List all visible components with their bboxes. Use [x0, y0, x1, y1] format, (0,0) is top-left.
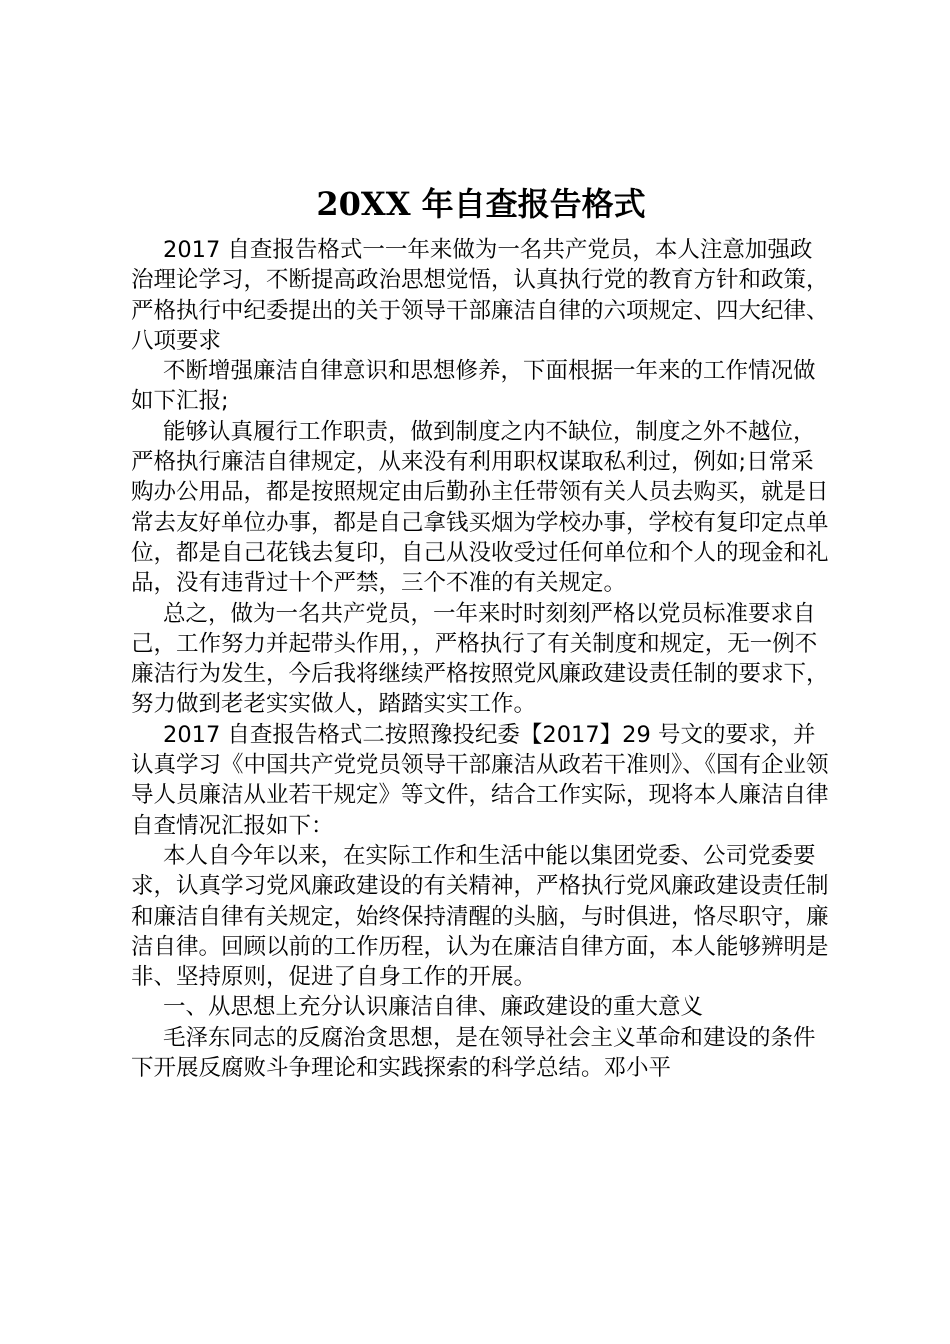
document-body — [131, 235, 831, 1083]
document-title: 20XX 年自查报告格式 — [316, 185, 646, 223]
paragraph-1: 2017 自查报告格式一一年来做为一名共产党员，本人注意加强政治理论学习，不断提高政治思想觉悟，认真执行党的教育方针和政策，严格执行中纪委提出的关于领导干部廉洁自律的六项规定、四大纪律、八项要求 — [131, 237, 829, 354]
paragraph-6: 本人自今年以来，在实际工作和生活中能以集团党委、公司党委要求，认真学习党风廉政建设的有关精神，严格执行党风廉政建设责任制和廉洁自律有关规定，始终保持清醒的头脑，与时俱进，恪尽职守，廉洁自律。回顾以前的工作历程，认为在廉洁自律方面，本人能够辨明是非、坚持原则，促进了自身工作的开展。 — [131, 842, 829, 991]
paragraph-7: 毛泽东同志的反腐治贪思想，是在领导社会主义革命和建设的条件下开展反腐败斗争理论和实践探索的科学总结。邓小平 — [131, 1024, 816, 1082]
paragraph-5: 2017 自查报告格式二按照豫投纪委【2017】29 号文的要求，并认真学习《中国共产党党员领导干部廉洁从政若干准则》、《国有企业领导人员廉洁从业若干规定》等文件，结合工作实际，现将本人廉洁自律自查情况汇报如下： — [131, 721, 829, 839]
section-heading-1: 一、从思想上充分认识廉洁自律、廉政建设的重大意义 — [163, 994, 704, 1021]
paragraph-2: 不断增强廉洁自律意识和思想修养，下面根据一年来的工作情况做如下汇报; — [131, 358, 816, 415]
paragraph-4: 总之，做为一名共产党员，一年来时时刻刻严格以党员标准要求自己，工作努力并起带头作用，，严格执行了有关制度和规定，无一例不廉洁行为发生，今后我将继续严格按照党风廉政建设责任制的要求下，努力做到老老实实做人，踏踏实实工作。 — [131, 600, 829, 718]
paragraph-3: 能够认真履行工作职责，做到制度之内不缺位，制度之外不越位，严格执行廉洁自律规定，从来没有利用职权谋取私利过，例如;日常采购办公用品，都是按照规定由后勤孙主任带领有关人员去购买，就是日常去友好单位办事，都是自己拿钱买烟为学校办事，学校有复印定点单位，都是自己花钱去复印，自己从没收受过任何单位和个人的现金和礼品，没有违背过十个严禁，三个不准的有关规定。 — [131, 418, 829, 597]
